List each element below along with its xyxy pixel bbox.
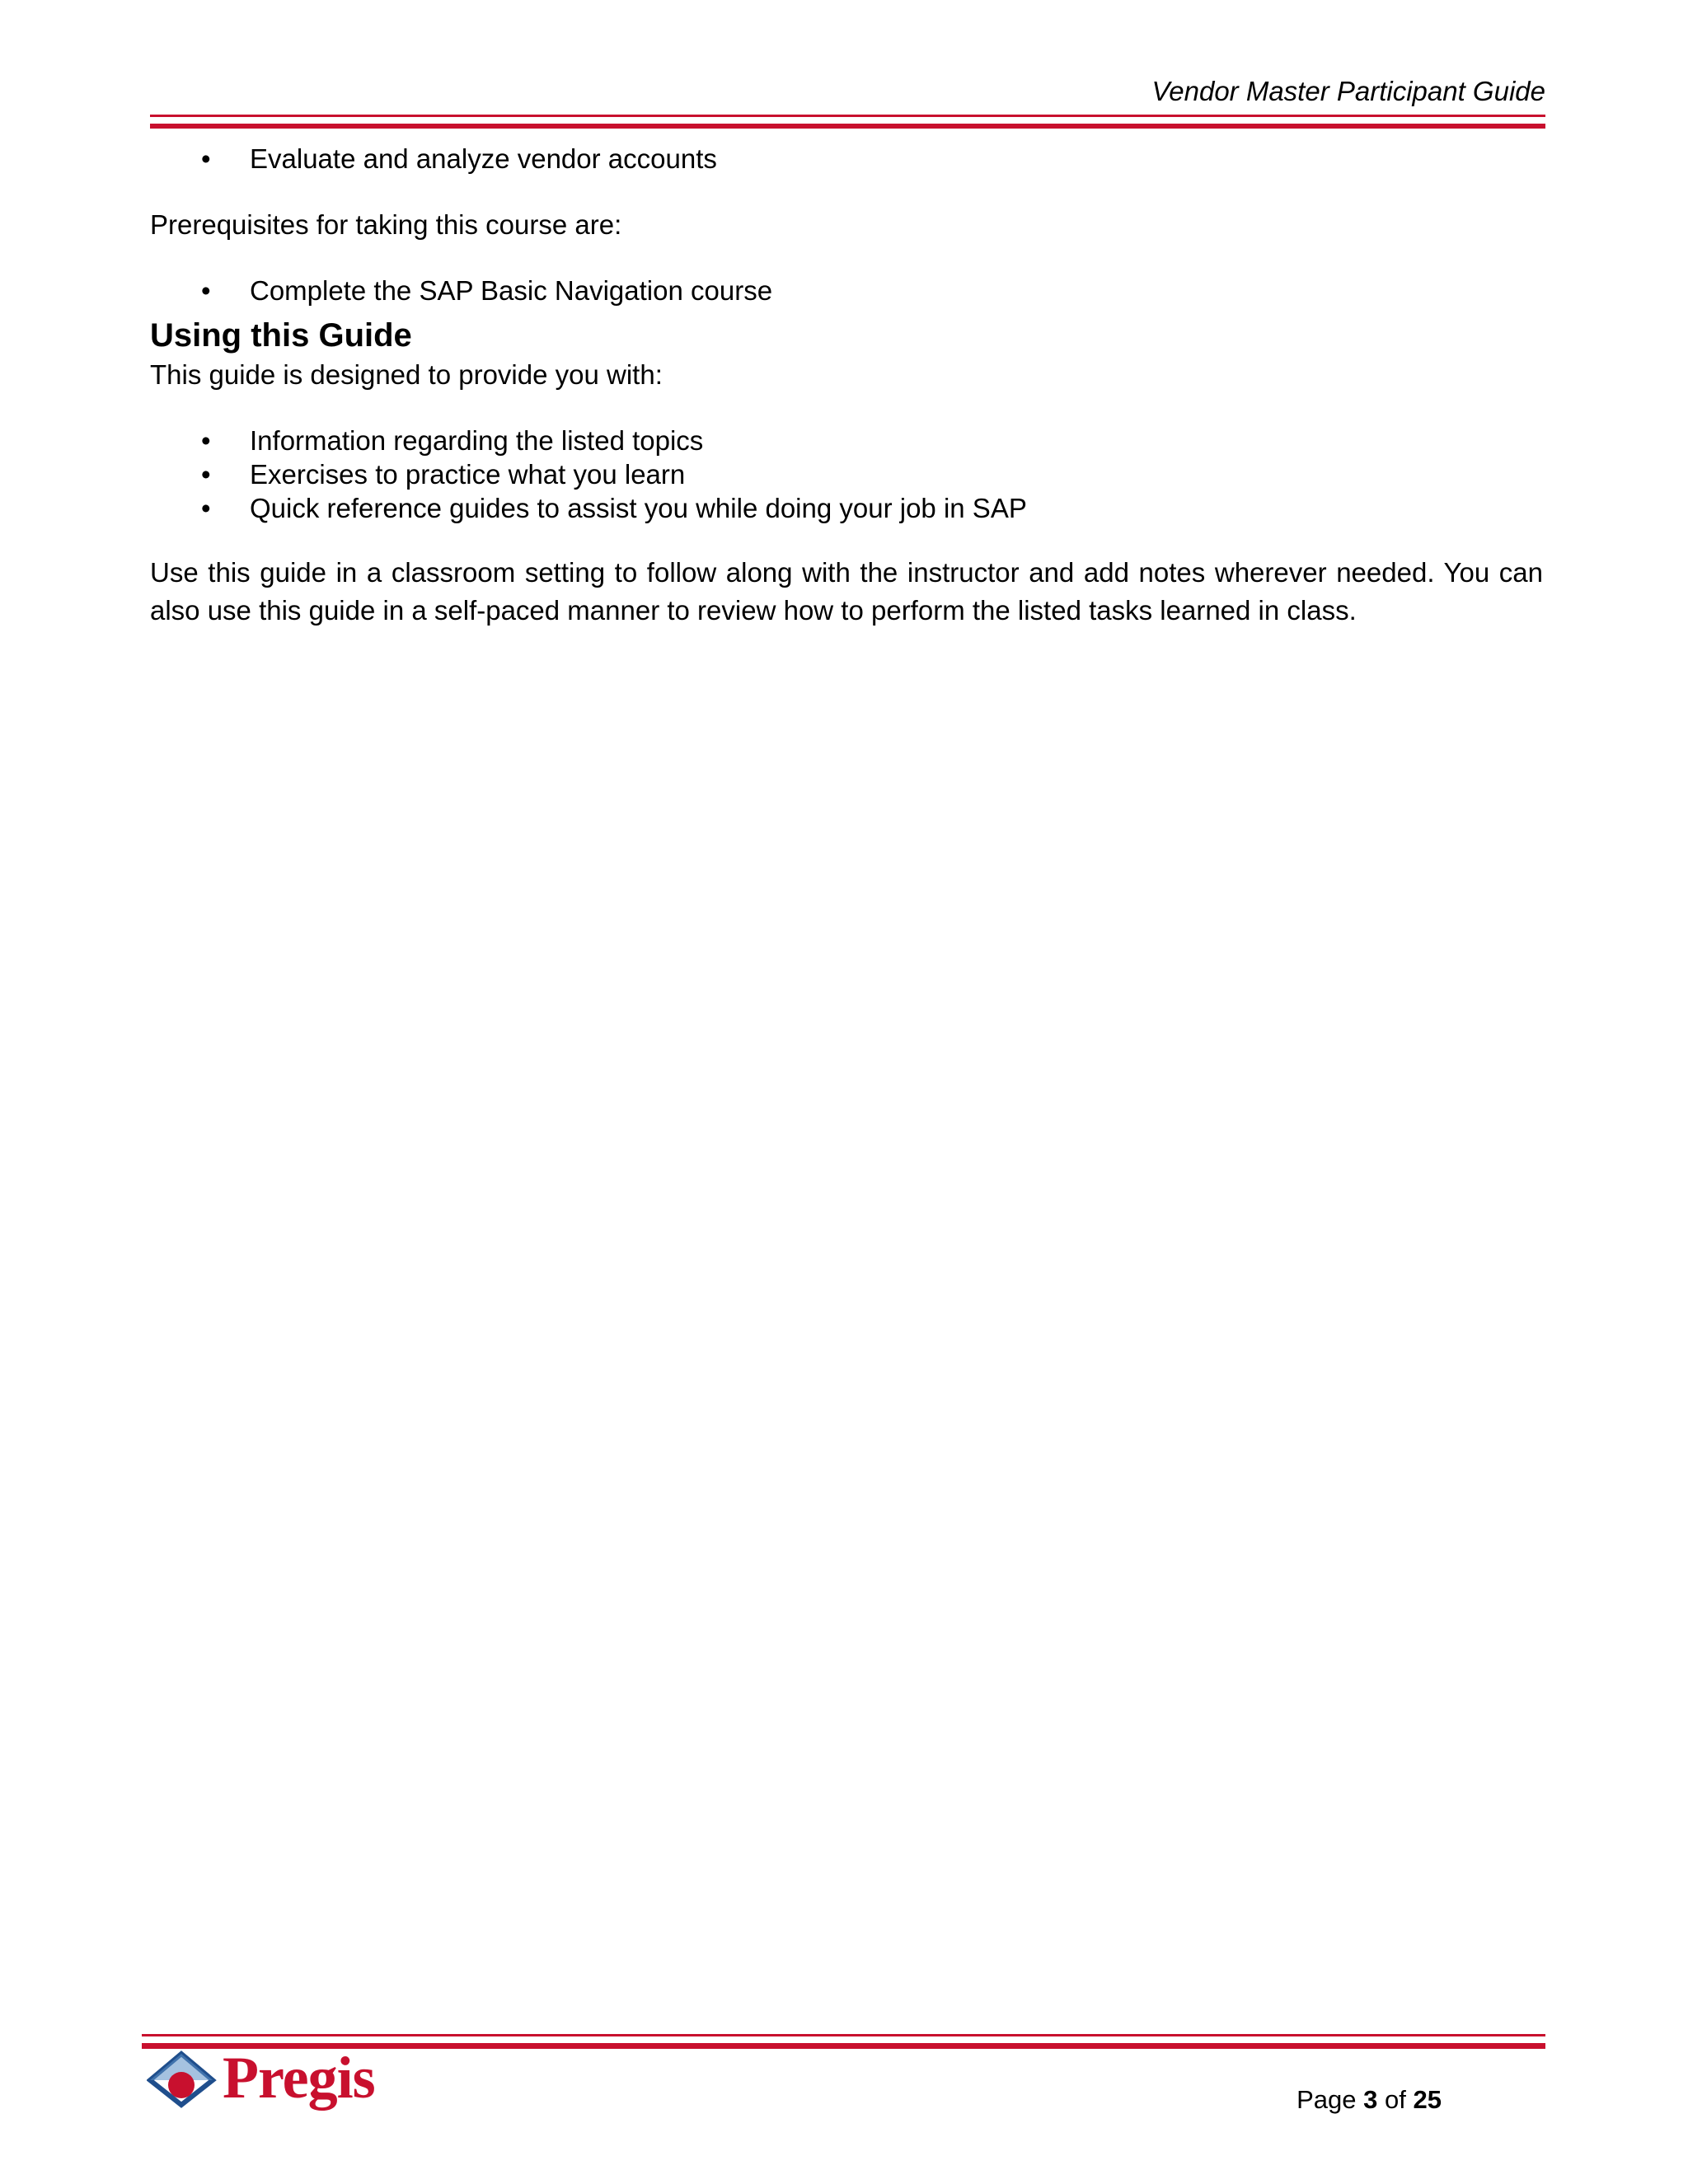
pregis-logo-icon — [147, 2049, 221, 2108]
list-item: • Quick reference guides to assist you while doing your job in SAP — [150, 490, 1543, 527]
header-rule-thick — [150, 124, 1545, 129]
bullet-icon: • — [201, 143, 211, 174]
section-heading: Using this Guide — [150, 317, 412, 354]
current-page: 3 — [1363, 2085, 1378, 2114]
prerequisites-intro: Prerequisites for taking this course are: — [150, 209, 622, 240]
list-item: • Complete the SAP Basic Navigation course — [150, 272, 1543, 310]
objective-list — [150, 140, 1543, 178]
document-title: Vendor Master Participant Guide — [1151, 76, 1545, 106]
prerequisites-list — [150, 272, 1543, 310]
bullet-icon: • — [201, 425, 211, 456]
section-intro: This guide is designed to provide you with: — [150, 359, 663, 390]
header-rule-thin — [150, 115, 1545, 117]
logo-wordmark: Pregis — [223, 2045, 375, 2111]
guide-contents-list — [150, 422, 1543, 527]
list-item: • Exercises to practice what you learn — [150, 456, 1543, 494]
bullet-icon: • — [201, 275, 211, 306]
bullet-icon: • — [201, 493, 211, 523]
list-item: • Information regarding the listed topics — [150, 422, 1543, 460]
footer-rule-thin — [142, 2034, 1545, 2036]
usage-paragraph: Use this guide in a classroom setting to follow along with the instructor and add notes wherever needed. You can also use this guide in a self-paced manner to review how to perform the listed tasks learned in class. — [150, 557, 1543, 626]
page-body — [150, 140, 1543, 630]
page-number: Page 3 of 25 — [1296, 2085, 1442, 2114]
list-item: • Evaluate and analyze vendor accounts — [150, 140, 1543, 178]
bullet-icon: • — [201, 459, 211, 490]
pregis-logo — [147, 2045, 377, 2111]
total-pages: 25 — [1413, 2085, 1442, 2114]
